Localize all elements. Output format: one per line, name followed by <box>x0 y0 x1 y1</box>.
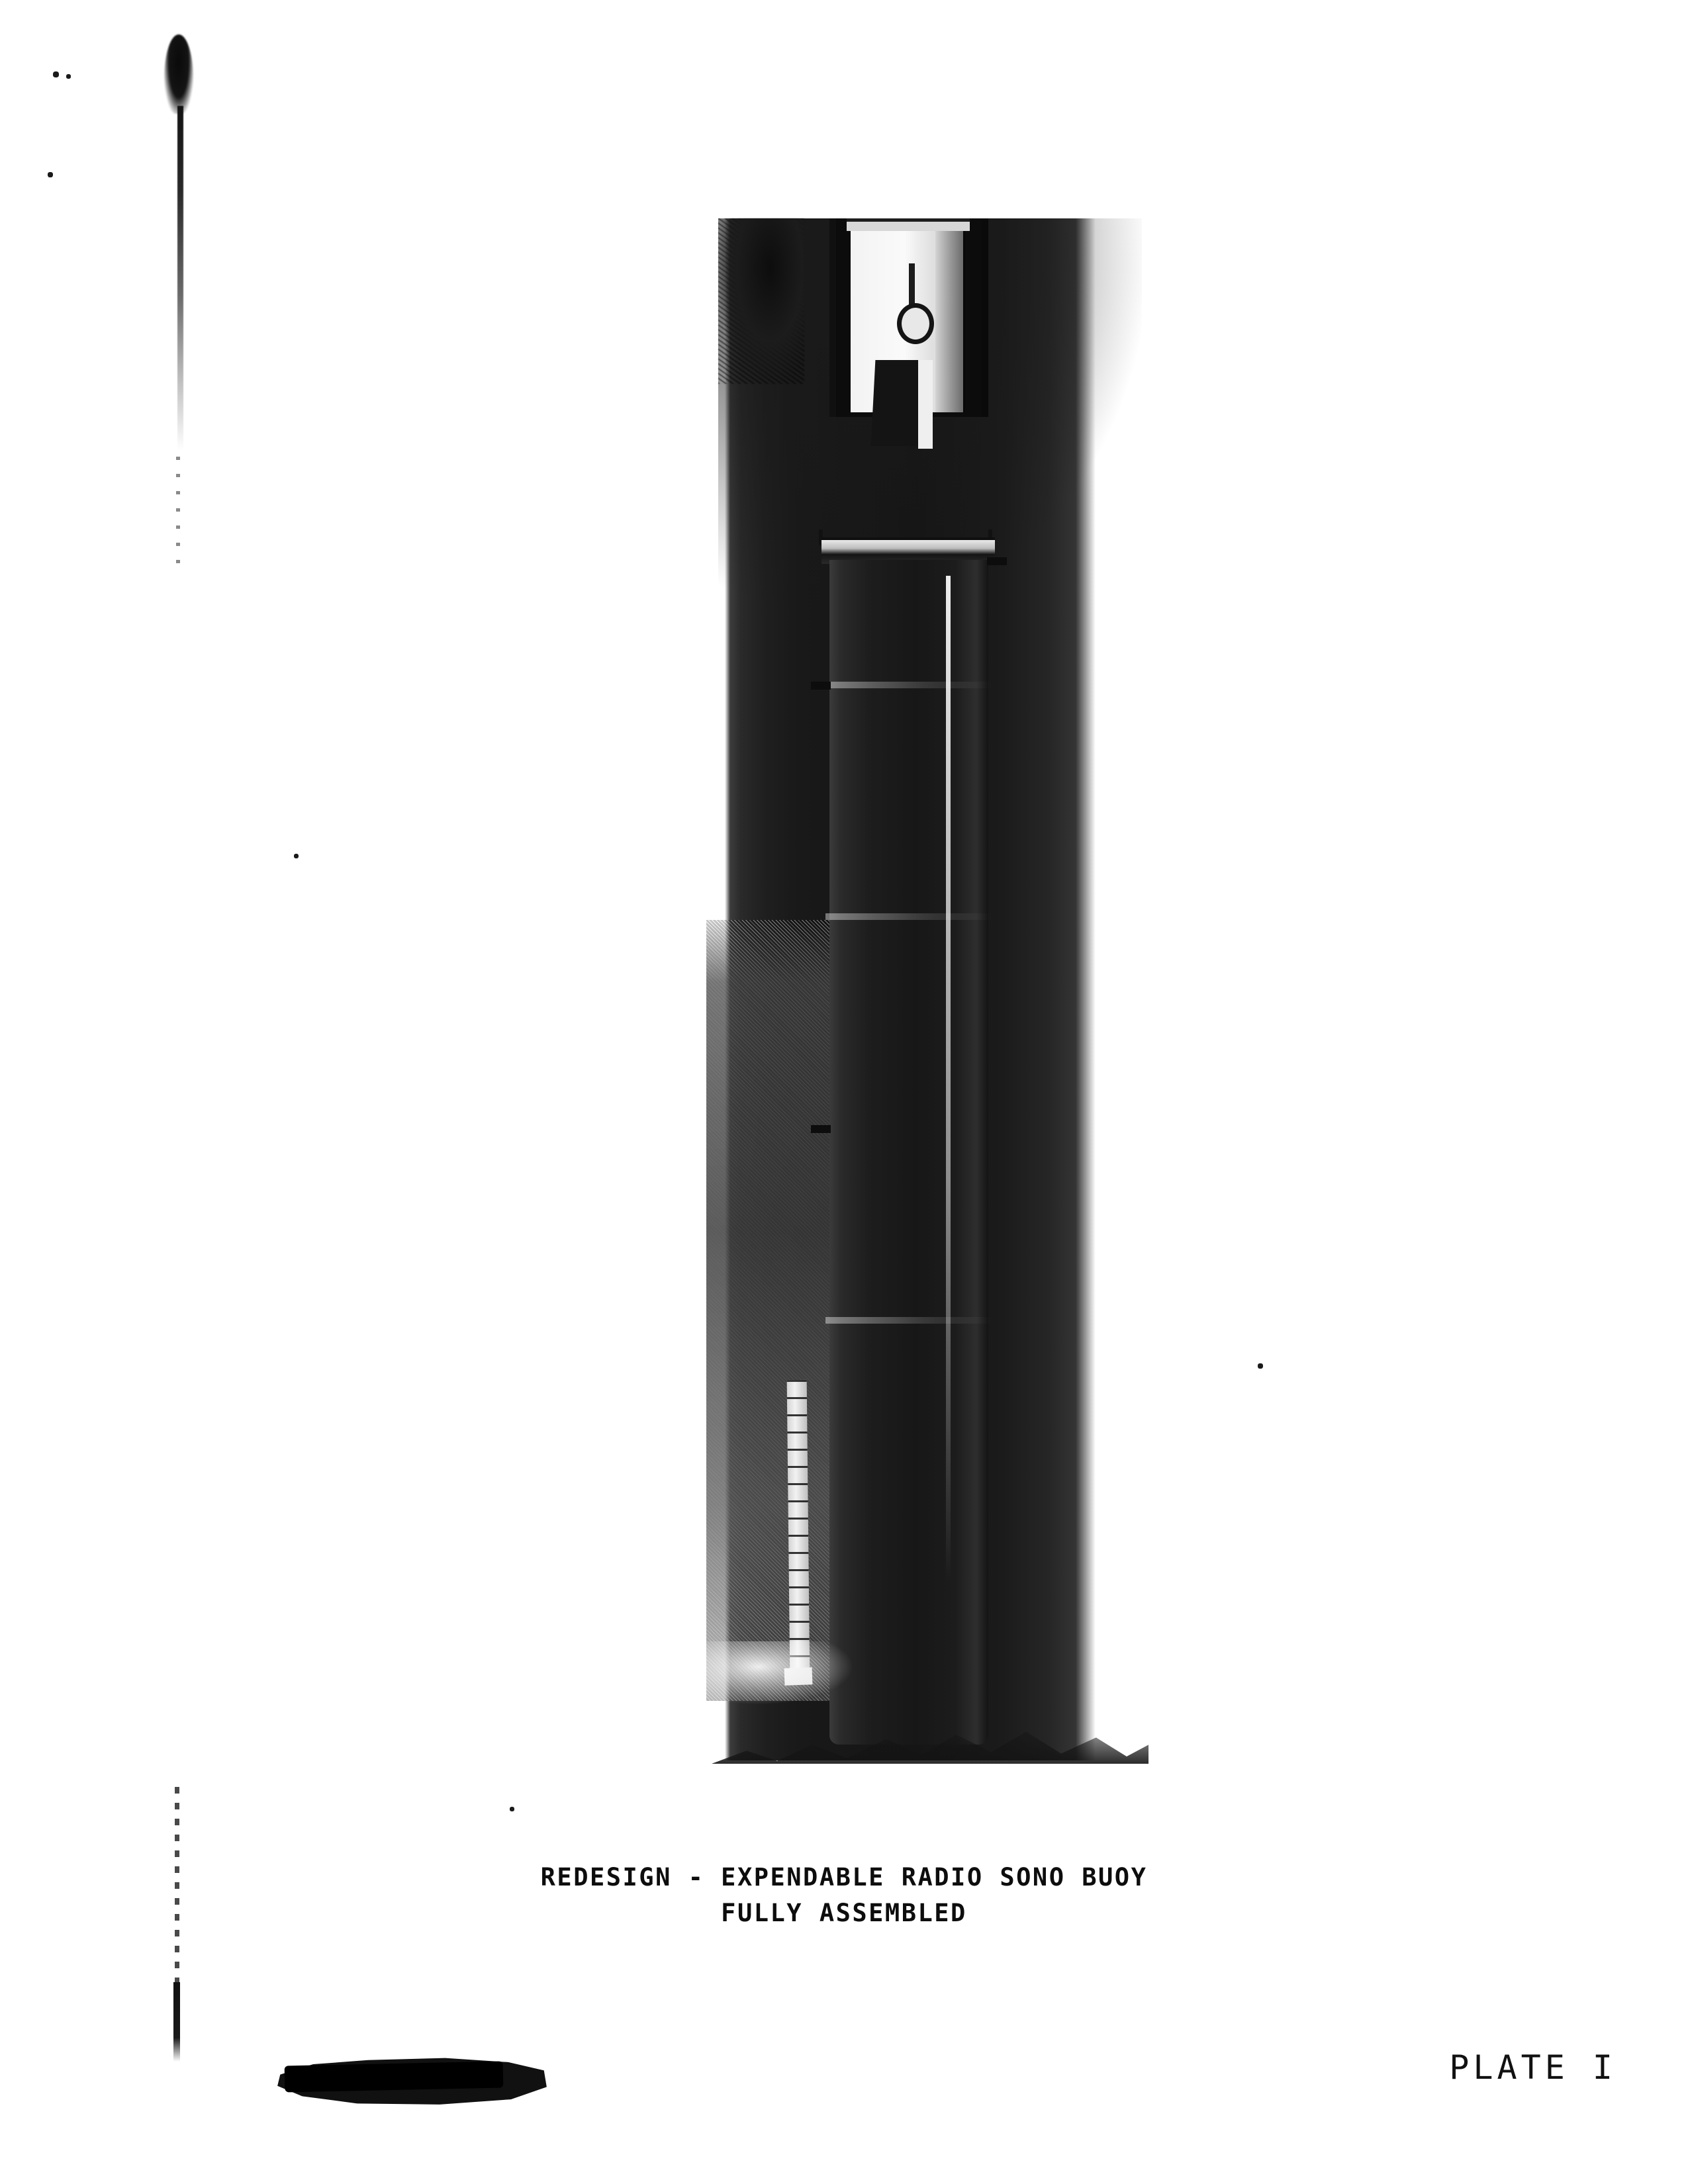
scan-artifact-speck <box>53 71 59 77</box>
tube-lug <box>811 1125 831 1133</box>
caption-line-2: FULLY ASSEMBLED <box>721 1898 967 1927</box>
scan-artifact-speck <box>294 854 299 858</box>
scan-artifact-bottom-blob-core <box>285 2062 504 2093</box>
measuring-scale-graduations <box>787 1380 810 1678</box>
scan-artifact-smudge-top <box>164 34 193 114</box>
scan-artifact-speck <box>510 1807 514 1811</box>
tube-upper-section <box>829 218 988 417</box>
scan-artifact-smudge-tail <box>177 106 183 450</box>
access-slot-highlight <box>918 360 933 449</box>
tube-band <box>825 1317 992 1324</box>
photo-grain-field-lower-left <box>706 920 832 1701</box>
tube-lower-body <box>829 560 988 1745</box>
tube-upper-shadow <box>935 224 964 412</box>
tube-lug <box>987 557 1007 565</box>
tube-lug <box>811 682 831 690</box>
scan-artifact-speck <box>48 172 53 177</box>
tube-specular-highlight <box>946 576 951 1582</box>
figure-caption <box>0 1860 1688 1931</box>
scan-artifact-dashes-upper <box>176 457 180 569</box>
measuring-scale <box>787 1380 810 1678</box>
scan-artifact-speck <box>1258 1363 1263 1369</box>
photo-splatter-top-left <box>718 218 804 384</box>
sono-buoy-tube <box>829 218 988 1741</box>
caption-line-1: REDESIGN - EXPENDABLE RADIO SONO BUOY <box>540 1863 1148 1891</box>
tube-band <box>825 913 992 920</box>
photo-lower-left-fade <box>695 1641 854 1705</box>
buoy-photograph <box>718 218 1142 1760</box>
plate-label: PLATE I <box>1449 2048 1617 2087</box>
lifting-hoop-icon <box>897 303 934 344</box>
lifting-hoop-arm <box>909 263 915 306</box>
scan-artifact-bar-lower <box>173 1982 180 2062</box>
scan-artifact-speck <box>66 74 71 79</box>
end-cap-ring <box>847 218 970 231</box>
tube-band <box>825 682 992 688</box>
